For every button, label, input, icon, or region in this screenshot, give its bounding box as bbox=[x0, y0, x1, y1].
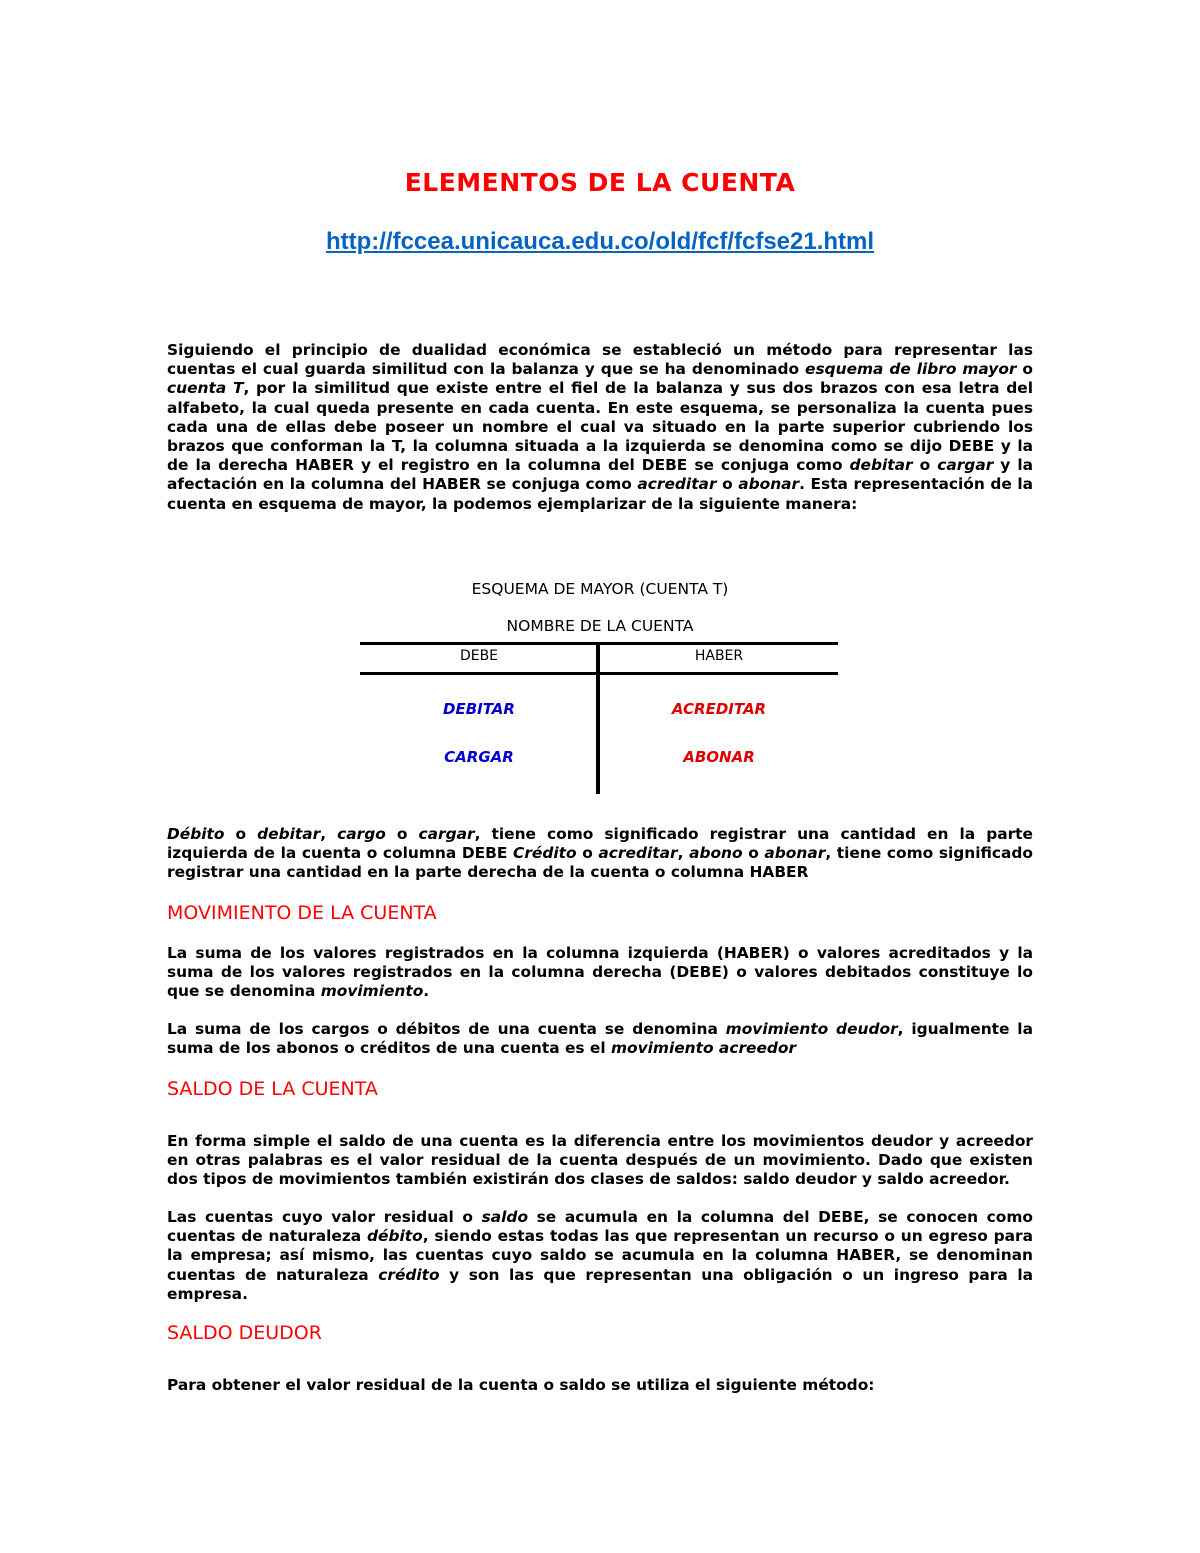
text-run: , por la similitud que existe entre el fiel de la balanza y sus dos brazos con esa letra del alfabeto, la cual queda presente en cada cuenta. En este esquema, se personaliza la cuenta pues cada una de ellas debe poseer un nombre el cual va situado en la parte superior cubriendo los brazos que conforman la T, la columna situada a la izquierda se denomina como se dijo DEBE y la de la derecha HABER y el registro en la columna del DEBE se conjuga como bbox=[167, 379, 1033, 475]
text-run: y son las que representan una obligación o un ingreso para la empresa. bbox=[167, 1265, 1033, 1303]
source-link[interactable]: http://fccea.unicauca.edu.co/old/fcf/fcfse21.html bbox=[325, 228, 875, 255]
saldo-paragraph-2 bbox=[167, 1208, 1033, 1304]
text-run: La suma de los valores registrados en la columna izquierda (HABER) o valores acreditados y la suma de los valores registrados en la columna derecha (DEBE) o valores debitados constituye lo que se denomina bbox=[167, 944, 1033, 1001]
italic-term: Débito bbox=[167, 825, 225, 843]
text-run: , bbox=[677, 844, 690, 863]
italic-term: abono bbox=[689, 844, 743, 863]
intro-paragraph bbox=[167, 341, 1033, 514]
italic-term: acreditar bbox=[637, 475, 717, 494]
debe-entry: CARGAR bbox=[444, 748, 514, 766]
text-run: o bbox=[742, 844, 765, 863]
italic-term: esquema de libro mayor bbox=[805, 360, 1017, 379]
debe-header: DEBE bbox=[459, 648, 499, 664]
text-run: o bbox=[224, 825, 258, 843]
text-run: Las cuentas cuyo valor residual o bbox=[167, 1208, 482, 1226]
italic-term: debitar bbox=[849, 456, 913, 475]
text-run: , tiene como significado registrar una cantidad en la parte derecha de la cuenta o columna HABER bbox=[167, 844, 1034, 882]
movimiento-paragraph-2 bbox=[167, 1020, 1033, 1058]
italic-term: movimiento bbox=[320, 982, 424, 1001]
text-run: o bbox=[912, 456, 938, 475]
italic-term: movimiento acreedor bbox=[611, 1039, 797, 1058]
italic-term: Crédito bbox=[513, 844, 577, 863]
haber-entry: ACREDITAR bbox=[671, 700, 767, 718]
italic-term: cargar bbox=[418, 825, 475, 843]
haber-header: HABER bbox=[694, 648, 744, 664]
italic-term: cuenta T bbox=[167, 379, 244, 398]
italic-term: cargar bbox=[937, 456, 994, 475]
t-account-name-label: NOMBRE DE LA CUENTA bbox=[506, 617, 694, 635]
italic-term: movimiento deudor bbox=[725, 1020, 898, 1038]
text-run: se acumula en la columna del DEBE, se conocen como cuentas de naturaleza bbox=[167, 1208, 1033, 1246]
section-heading-saldo-deudor: SALDO DEUDOR bbox=[167, 1322, 322, 1344]
definitions-paragraph bbox=[167, 825, 1033, 883]
text-run: , tiene como significado registrar una cantidad en la parte izquierda de la cuenta o columna DEBE bbox=[167, 825, 1033, 863]
t-account-title: ESQUEMA DE MAYOR (CUENTA T) bbox=[471, 580, 729, 598]
italic-term: débito bbox=[367, 1227, 423, 1246]
text-run: , igualmente la suma de los abonos o créditos de una cuenta es el bbox=[167, 1020, 1033, 1058]
debe-entry: DEBITAR bbox=[443, 700, 515, 718]
italic-term: debitar bbox=[257, 825, 321, 843]
text-run: . bbox=[423, 982, 430, 1001]
text-run: La suma de los cargos o débitos de una cuenta se denomina bbox=[167, 1020, 726, 1038]
italic-term: saldo bbox=[481, 1208, 529, 1226]
t-vertical-bar bbox=[596, 644, 600, 794]
haber-entry: ABONAR bbox=[683, 748, 755, 766]
text-run: o bbox=[385, 825, 419, 843]
text-run: o bbox=[716, 475, 739, 494]
italic-term: cargo bbox=[337, 825, 386, 843]
italic-term: abonar bbox=[764, 844, 826, 863]
section-heading-movimiento: MOVIMIENTO DE LA CUENTA bbox=[167, 902, 437, 924]
text-run: o bbox=[576, 844, 599, 863]
movimiento-paragraph-1 bbox=[167, 944, 1033, 1002]
text-run: , siendo estas todas las que representan un recurso o un egreso para la empresa; así mismo, las cuentas cuyo saldo se acumula en la columna HABER, se denominan cuentas de naturaleza bbox=[167, 1227, 1033, 1284]
text-run: Siguiendo el principio de dualidad económica se estableció un método para representar las cuentas el cual guarda similitud con la balanza y que se ha denominado bbox=[167, 341, 1033, 379]
italic-term: acreditar bbox=[598, 844, 678, 863]
saldo-paragraph-1: En forma simple el saldo de una cuenta es la diferencia entre los movimientos deudor y acreedor en otras palabras es el valor residual de la cuenta después de un movimiento. Dado que existen dos tipos de movimientos también existirán dos clases de saldos: saldo deudor y saldo acreedor. bbox=[167, 1132, 1033, 1189]
text-run: o bbox=[1016, 360, 1034, 379]
italic-term: crédito bbox=[378, 1265, 440, 1284]
text-run: y la afectación en la columna del HABER se conjuga como bbox=[167, 456, 1033, 494]
text-run: , bbox=[320, 825, 338, 843]
section-heading-saldo: SALDO DE LA CUENTA bbox=[167, 1078, 378, 1100]
italic-term: abonar bbox=[738, 475, 800, 494]
saldo-deudor-paragraph: Para obtener el valor residual de la cuenta o saldo se utiliza el siguiente método: bbox=[167, 1376, 875, 1394]
text-run: . Esta representación de la cuenta en esquema de mayor, la podemos ejemplarizar de la siguiente manera: bbox=[167, 475, 1033, 513]
document-title: ELEMENTOS DE LA CUENTA bbox=[404, 168, 796, 197]
